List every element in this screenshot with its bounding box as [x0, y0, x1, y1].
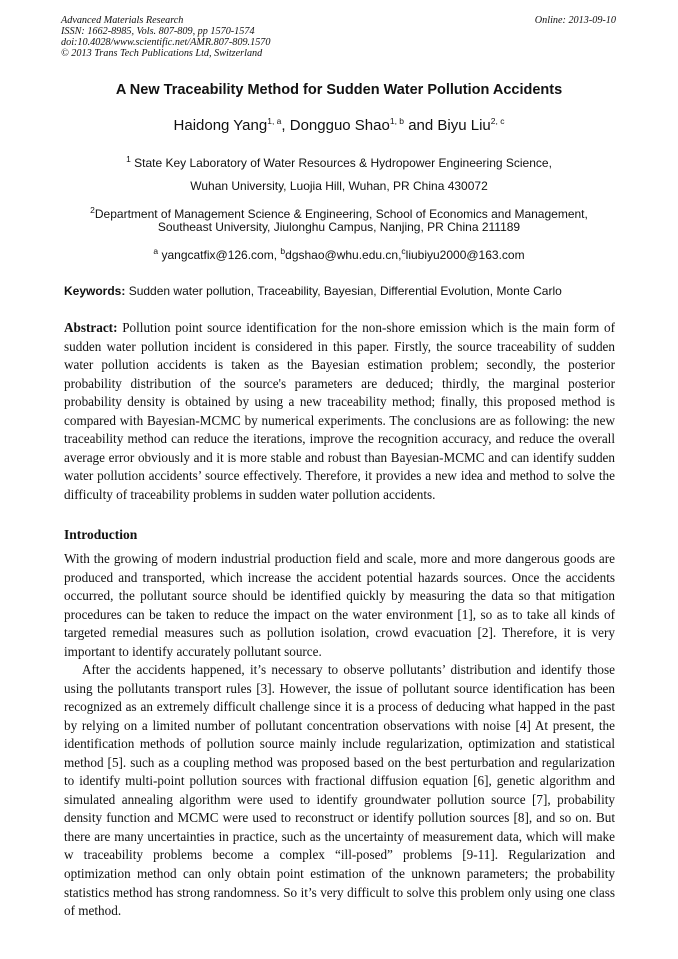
keywords-label: Keywords:: [64, 284, 126, 298]
affiliation-text: Department of Management Science & Engineering, School of Economics and Management,: [94, 207, 588, 221]
author-name: Biyu Liu: [437, 117, 491, 134]
affiliation-1-line-1: [40, 152, 638, 170]
affiliation-text: State Key Laboratory of Water Resources & Hydropower Engineering Science,: [130, 156, 552, 170]
copyright-line: © 2013 Trans Tech Publications Ltd, Switzerland: [61, 48, 263, 59]
introduction-heading: Introduction: [64, 527, 138, 542]
journal-header: [61, 15, 616, 59]
author-name: Haidong Yang: [173, 117, 268, 134]
author-name: Dongguo Shao: [289, 117, 390, 134]
abstract-label: Abstract:: [64, 320, 118, 335]
paper-title: A New Traceability Method for Sudden Water Pollution Accidents: [115, 82, 563, 98]
affiliation-mark: 2: [90, 205, 95, 215]
doi-line: doi:10.4028/www.scientific.net/AMR.807-809.1570: [61, 37, 271, 48]
email-mark: a: [153, 246, 159, 256]
abstract: [64, 319, 615, 504]
author-affiliation-mark: 1, a: [267, 116, 282, 126]
author-separator: ,: [281, 117, 290, 134]
abstract-text: Pollution point source identification for the non-shore emission which is the main form of sudden water pollution incident is considered in this paper. Firstly, the source traceability of sudden water pollution accidents is taken as the Bayesian estimation problem; secondly, the posterior probability distribution of the source's parameters are deduced; thirdly, the marginal posterior probability density is obtained by using a new traceability method; finally, this proposed method is compared with Bayesian-MCMC by numerical experiments. The conclusions are as following: the new traceability method can reduce the iterations, improve the recognition accuracy, and reduce the overall average error obviously and it is more stable and robust than Bayesian-MCMC and can identify sudden water pollution accidents’ source effectively. Therefore, it provides a new idea and method to solve the difficulty of traceability problems in sudden water pollution accidents.: [64, 320, 615, 502]
author-separator: and: [404, 117, 438, 134]
affiliation-2-line-1: [40, 203, 638, 221]
email-mark: b: [280, 246, 286, 256]
affiliation-2-line-2: Southeast University, Jiulonghu Campus, Nanjing, PR China 211189: [157, 220, 521, 234]
online-date: Online: 2013-09-10: [534, 15, 616, 26]
email-mark: c: [401, 246, 406, 256]
keywords: [64, 284, 616, 298]
email-address: liubiyu2000@163.com: [405, 248, 525, 262]
author-emails: [40, 244, 638, 262]
journal-name: Advanced Materials Research: [61, 15, 184, 26]
affiliation-1-line-2: Wuhan University, Luojia Hill, Wuhan, PR China 430072: [190, 179, 488, 193]
issn-line: ISSN: 1662-8985, Vols. 807-809, pp 1570-1574: [61, 26, 255, 37]
email-address: dgshao@whu.edu.cn,: [285, 248, 402, 262]
keywords-text: Sudden water pollution, Traceability, Bayesian, Differential Evolution, Monte Carlo: [125, 284, 562, 298]
author-list: [40, 116, 638, 134]
affiliation-mark: 1: [126, 154, 131, 164]
author-affiliation-mark: 1, b: [389, 116, 405, 126]
author-affiliation-mark: 2, c: [490, 116, 505, 126]
email-address: yangcatfix@126.com,: [158, 248, 281, 262]
introduction-paragraph-2: After the accidents happened, it’s necessary to observe pollutants’ distribution and identify those using the pollutants transport rules [3]. However, the issue of pollutant source identification has been recognized as an extremely difficult challenge since it is a process of deducing what happed in the past by relying on a limited number of pollutant concentration observations with noise [4] At present, the identification methods of pollution source mainly include regularization, optimization and statistical method [5]. such as a coupling method was proposed based on the best perturbation and regularization to identify multi-point pollution sources with fractional diffusion equation [6], genetic algorithm and simulated annealing algorithm were used to identify groundwater pollution source [7], probability density function and MCMC were used to reconstruct or identify pollution sources [8], and so on. But there are many uncertainties in practice, such as the uncertainty of measurement data, which will make w traceability problems become a complex “ill-posed” problems [9-11]. Regularization and optimization method can only obtain point estimation of the unknown parameters; the probability statistics method has strong randomness. So it’s very difficult to solve this problem only using one class of method.: [64, 662, 615, 919]
introduction-paragraph-1: With the growing of modern industrial production field and scale, more and more dangerous goods are produced and transported, which increase the accident potential hazards sources. Once the accidents occurred, the pollutant source should be identified quickly by measuring the data so that mitigation procedures can be taken to reduce the impact on the water environment [1], so as to take all kinds of targeted remedial measures such as pollution isolation, crowd evacuation [2]. Therefore, it is very important to identify accurately pollutant source.: [64, 551, 615, 659]
